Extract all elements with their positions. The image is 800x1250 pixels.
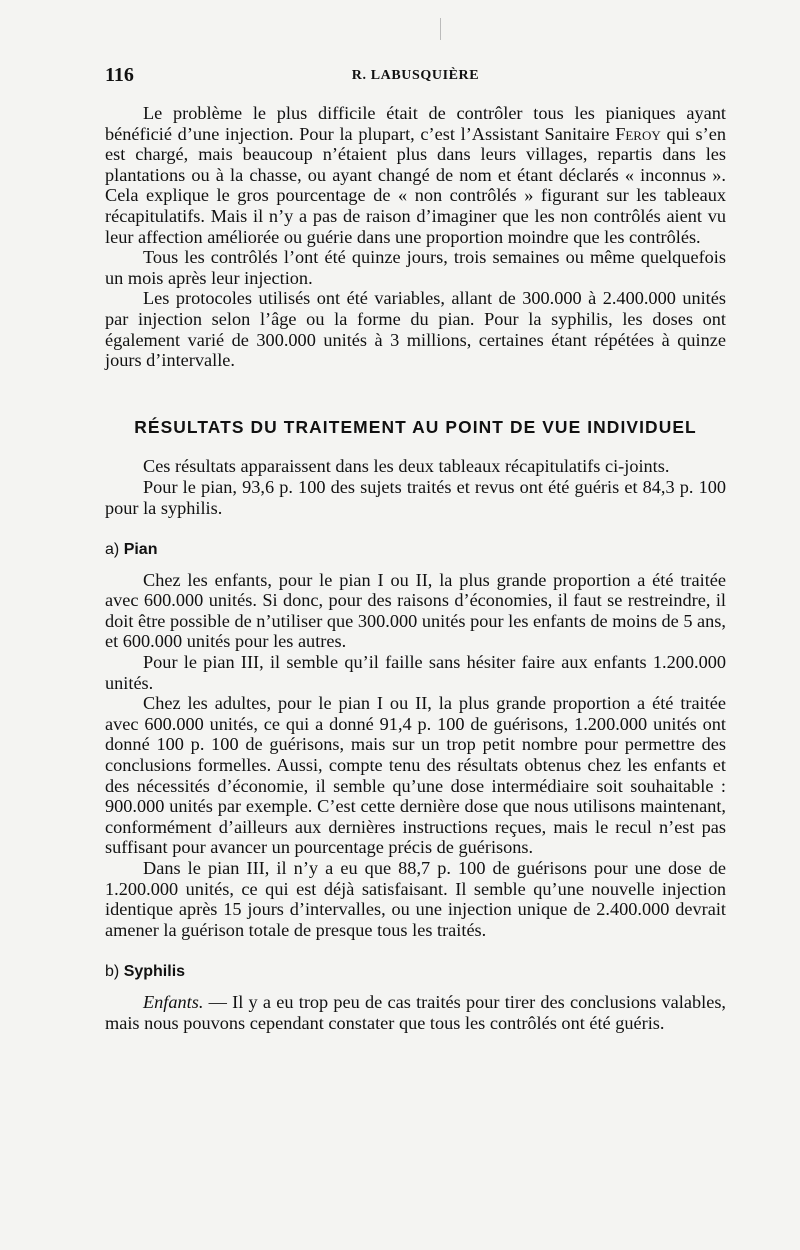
- intro-paragraph-2: Tous les contrôlés l’ont été quinze jours, trois semaines ou même quelquefois un mois après leur injection.: [105, 247, 726, 288]
- subheading-syphilis: b) Syphilis: [105, 963, 186, 981]
- intro-paragraph-1: Le problème le plus difficile était de contrôler tous les pianiques ayant bénéficié d’une injection. Pour la plupart, c’est l’Assistant Sanitaire Feroy qui s’en est chargé, mais beaucoup n’étaient plus dans leurs villages, repartis dans les plantations ou à la chasse, ou ayant changé de nom et étant déclarés « inconnus ». Cela explique le gros pourcentage de « non contrôlés » figurant sur les tableaux récapitulatifs. Mais il n’y a pas de raison d’imaginer que les non contrôlés aient vu leur affection améliorée ou guérie dans une proportion moindre que les contrôlés.: [105, 103, 726, 247]
- section-paragraph-1: Ces résultats apparaissent dans les deux tableaux récapitulatifs ci-joints.: [143, 456, 670, 477]
- person-name: Feroy: [615, 123, 661, 144]
- intro-paragraph-3: Les protocoles utilisés ont été variables, allant de 300.000 à 2.400.000 unités par injection selon l’âge ou la forme du pian. Pour la syphilis, les doses ont également varié de 300.000 unités à 3 millions, certaines étant répétées à quinze jours d’intervalle.: [105, 288, 726, 371]
- running-head: R. LABUSQUIÈRE: [351, 68, 480, 83]
- subheading-pian: a) Pian: [105, 541, 158, 559]
- page-body: [105, 103, 726, 1033]
- pian-paragraph-4: Dans le pian III, il n’y a eu que 88,7 p. 100 de guérisons pour une dose de 1.200.000 unités, ce qui est déjà satisfaisant. Il semble qu’une nouvelle injection identique après 15 jours d’intervalles, ou une injection unique de 2.400.000 devrait amener la guérison totale de presque tous les traités.: [105, 858, 726, 940]
- section-title: RÉSULTATS DU TRAITEMENT AU POINT DE VUE INDIVIDUEL: [134, 416, 697, 437]
- page-number: 116: [105, 64, 134, 86]
- page-header: [105, 64, 726, 88]
- syphilis-paragraph-1: Enfants. — Il y a eu trop peu de cas traités pour tirer des conclusions valables, mais nous pouvons cependant constater que tous les contrôlés ont été guéris.: [105, 991, 726, 1033]
- pian-paragraph-3: Chez les adultes, pour le pian I ou II, la plus grande proportion a été traitée avec 600.000 unités, ce qui a donné 91,4 p. 100 de guérisons, 1.200.000 unités ont donné 100 p. 100 de guérisons, mais sur un trop petit nombre pour permettre des conclusions formelles. Aussi, compte tenu des résultats obtenus chez les enfants et des nécessités d’économie, il semble qu’une dose intermédiaire soit souhaitable : 900.000 unités par exemple. C’est cette dernière dose que nous utilisons maintenant, conformément d’ailleurs aux dernières instructions reçues, mais le recul n’est pas suffisant pour avancer un pourcentage précis de guérisons.: [105, 693, 726, 858]
- margin-mark: [440, 18, 441, 40]
- section-paragraph-2: Pour le pian, 93,6 p. 100 des sujets traités et revus ont été guéris et 84,3 p. 100 pour la syphilis.: [105, 476, 726, 518]
- pian-paragraph-2: Pour le pian III, il semble qu’il faille sans hésiter faire aux enfants 1.200.000 unités.: [105, 652, 726, 693]
- pian-paragraph-1: Chez les enfants, pour le pian I ou II, la plus grande proportion a été traitée avec 600.000 unités. Si donc, pour des raisons d’économies, il faut se restreindre, il doit être possible de n’utiliser que 300.000 unités pour les enfants de moins de 5 ans, et 600.000 unités pour les autres.: [105, 569, 726, 652]
- enfants-label: Enfants.: [143, 991, 204, 1012]
